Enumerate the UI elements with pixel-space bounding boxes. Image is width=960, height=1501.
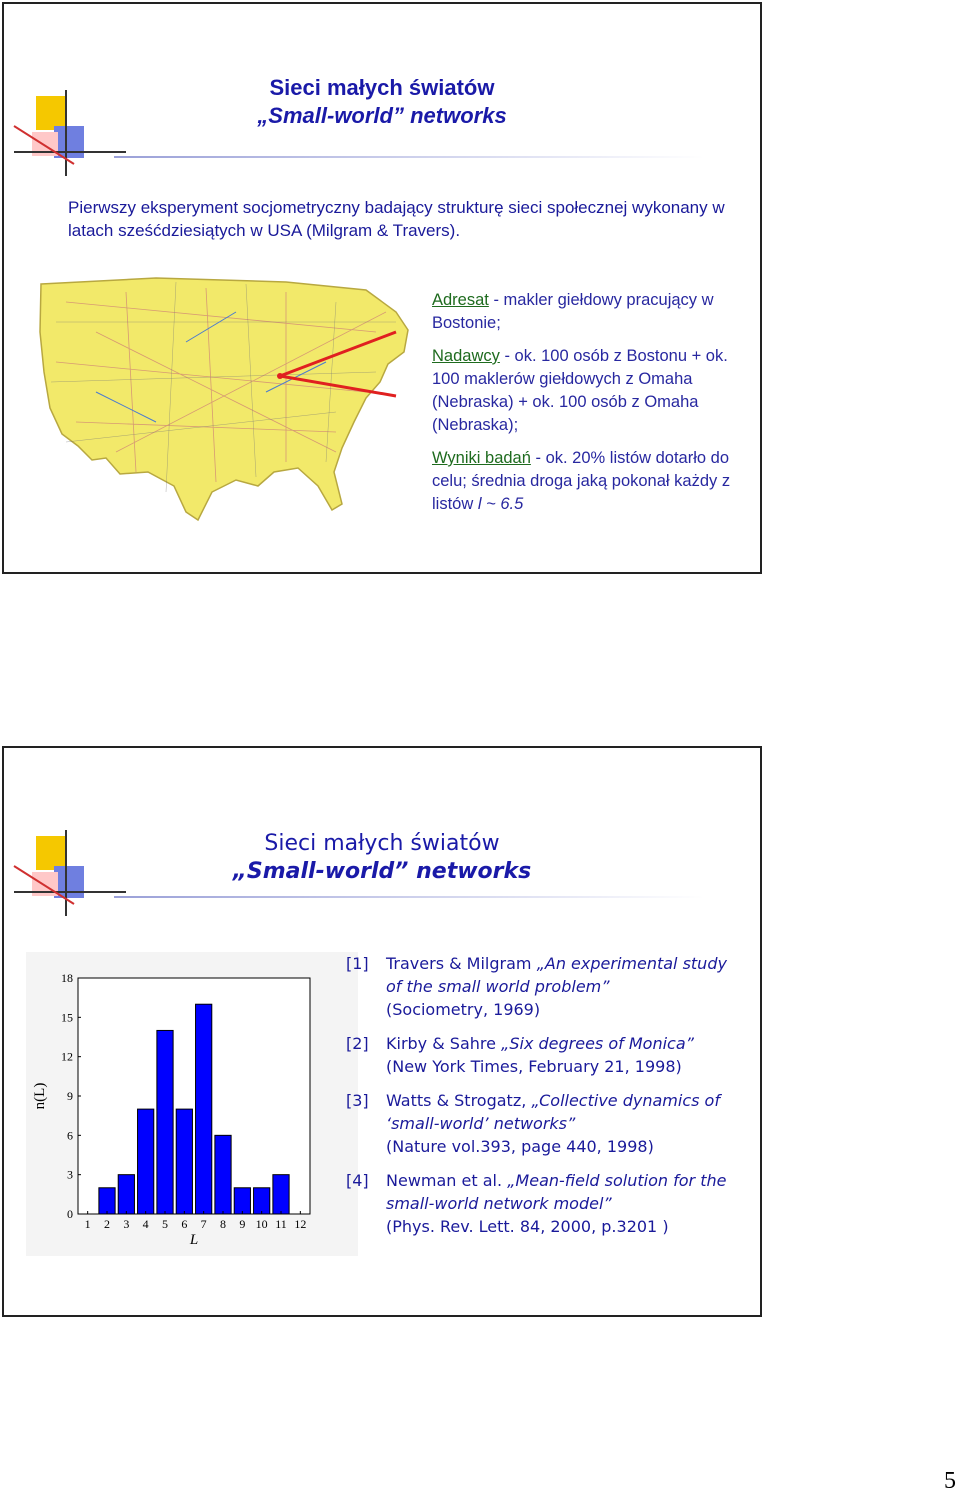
y-tick-label: 3 <box>67 1167 73 1182</box>
histogram-chart <box>26 952 358 1256</box>
reference-list <box>346 952 746 1249</box>
title-line-2: „Small-world” networks <box>257 103 507 128</box>
title-rule <box>114 156 704 158</box>
histogram-bar <box>273 1175 289 1214</box>
histogram-bar <box>157 1030 173 1214</box>
histogram-bar <box>254 1188 270 1214</box>
x-tick-label: 12 <box>294 1217 307 1231</box>
histogram-bar <box>118 1175 134 1214</box>
x-tick-label: 7 <box>200 1217 207 1231</box>
histogram-bar <box>234 1188 250 1214</box>
bullet-keyword: Adresat <box>432 291 489 309</box>
slide-title <box>4 74 760 130</box>
reference-item <box>346 1169 746 1238</box>
x-tick-label: 1 <box>84 1217 91 1231</box>
reference-work: „An experimental study of the small world problem” <box>386 954 727 996</box>
bullet-text: - ok. 20% listów dotarło do celu; średnia droga jaką pokonał każdy z listów <box>432 449 731 513</box>
y-axis-label: n(L) <box>32 1082 48 1110</box>
bullet-keyword: Wyniki badań <box>432 449 531 467</box>
reference-number: [2] <box>346 1034 369 1053</box>
x-tick-label: 6 <box>181 1217 188 1231</box>
bullet-text: - makler giełdowy pracujący w Bostonie; <box>432 291 714 332</box>
slide-title <box>4 830 760 886</box>
title-line-1: Sieci małych światów <box>269 75 495 100</box>
x-tick-label: 8 <box>220 1217 226 1231</box>
x-tick-label: 9 <box>239 1217 246 1231</box>
reference-number: [3] <box>346 1091 369 1110</box>
reference-item <box>346 952 746 1021</box>
reference-source: (New York Times, February 21, 1998) <box>386 1057 682 1076</box>
reference-item <box>346 1032 746 1078</box>
histogram-bar <box>215 1135 231 1214</box>
path-length-symbol: l ~ 6.5 <box>477 495 524 513</box>
title-line-2: „Small-world” networks <box>232 859 532 884</box>
y-tick-label: 0 <box>67 1207 73 1221</box>
histogram-bar <box>196 1004 212 1214</box>
histogram-bar <box>99 1188 115 1214</box>
reference-number: [1] <box>346 954 369 973</box>
reference-source: (Nature vol.393, page 440, 1998) <box>386 1137 654 1156</box>
intro-text: Pierwszy eksperyment socjometryczny badający strukturę sieci społecznej wykonany w latach sześćdziesiątych w USA (Milgram & Travers). <box>68 198 725 240</box>
reference-authors: Watts & Strogatz, <box>386 1091 532 1110</box>
x-tick-label: 10 <box>255 1217 268 1231</box>
histogram-bar <box>138 1109 154 1214</box>
bullet-item <box>432 345 757 437</box>
reference-authors: Newman et al. <box>386 1171 508 1190</box>
y-tick-label: 9 <box>67 1089 73 1103</box>
y-tick-label: 6 <box>67 1128 73 1143</box>
bullet-keyword: Nadawcy <box>432 347 500 365</box>
x-tick-label: 3 <box>123 1217 130 1231</box>
x-tick-label: 5 <box>162 1217 168 1231</box>
bullet-item <box>432 447 757 516</box>
slide-2 <box>2 746 762 1317</box>
bullet-text: - ok. 100 osób z Bostonu + ok. 100 maklerów giełdowych z Omaha (Nebraska) + ok. 100 osób z Omaha (Nebraska); <box>432 347 728 434</box>
x-tick-label: 4 <box>142 1217 149 1231</box>
title-rule <box>114 896 704 898</box>
y-tick-label: 15 <box>61 1010 73 1025</box>
y-tick-label: 12 <box>61 1049 73 1064</box>
bullet-item <box>432 289 757 335</box>
y-tick-label: 18 <box>61 971 73 985</box>
reference-number: [4] <box>346 1171 369 1190</box>
x-tick-label: 11 <box>275 1217 287 1231</box>
x-axis-label: L <box>189 1232 199 1248</box>
reference-item <box>346 1089 746 1158</box>
reference-source: (Sociometry, 1969) <box>386 1000 541 1019</box>
reference-work: „Six degrees of Monica” <box>501 1034 694 1053</box>
histogram-bar <box>176 1109 192 1214</box>
page-number: 5 <box>944 1468 956 1494</box>
reference-work: „Mean-field solution for the small-world network model” <box>386 1171 727 1213</box>
bullet-list <box>432 289 757 526</box>
reference-authors: Kirby & Sahre <box>386 1034 502 1053</box>
title-line-1: Sieci małych światów <box>264 831 500 856</box>
reference-work: „Collective dynamics of ‘small-world’ networks” <box>386 1091 720 1133</box>
usa-map-image <box>36 272 418 540</box>
x-tick-label: 2 <box>104 1217 110 1231</box>
reference-authors: Travers & Milgram <box>386 954 537 973</box>
slide-1 <box>2 2 762 574</box>
reference-source: (Phys. Rev. Lett. 84, 2000, p.3201 ) <box>386 1217 669 1236</box>
